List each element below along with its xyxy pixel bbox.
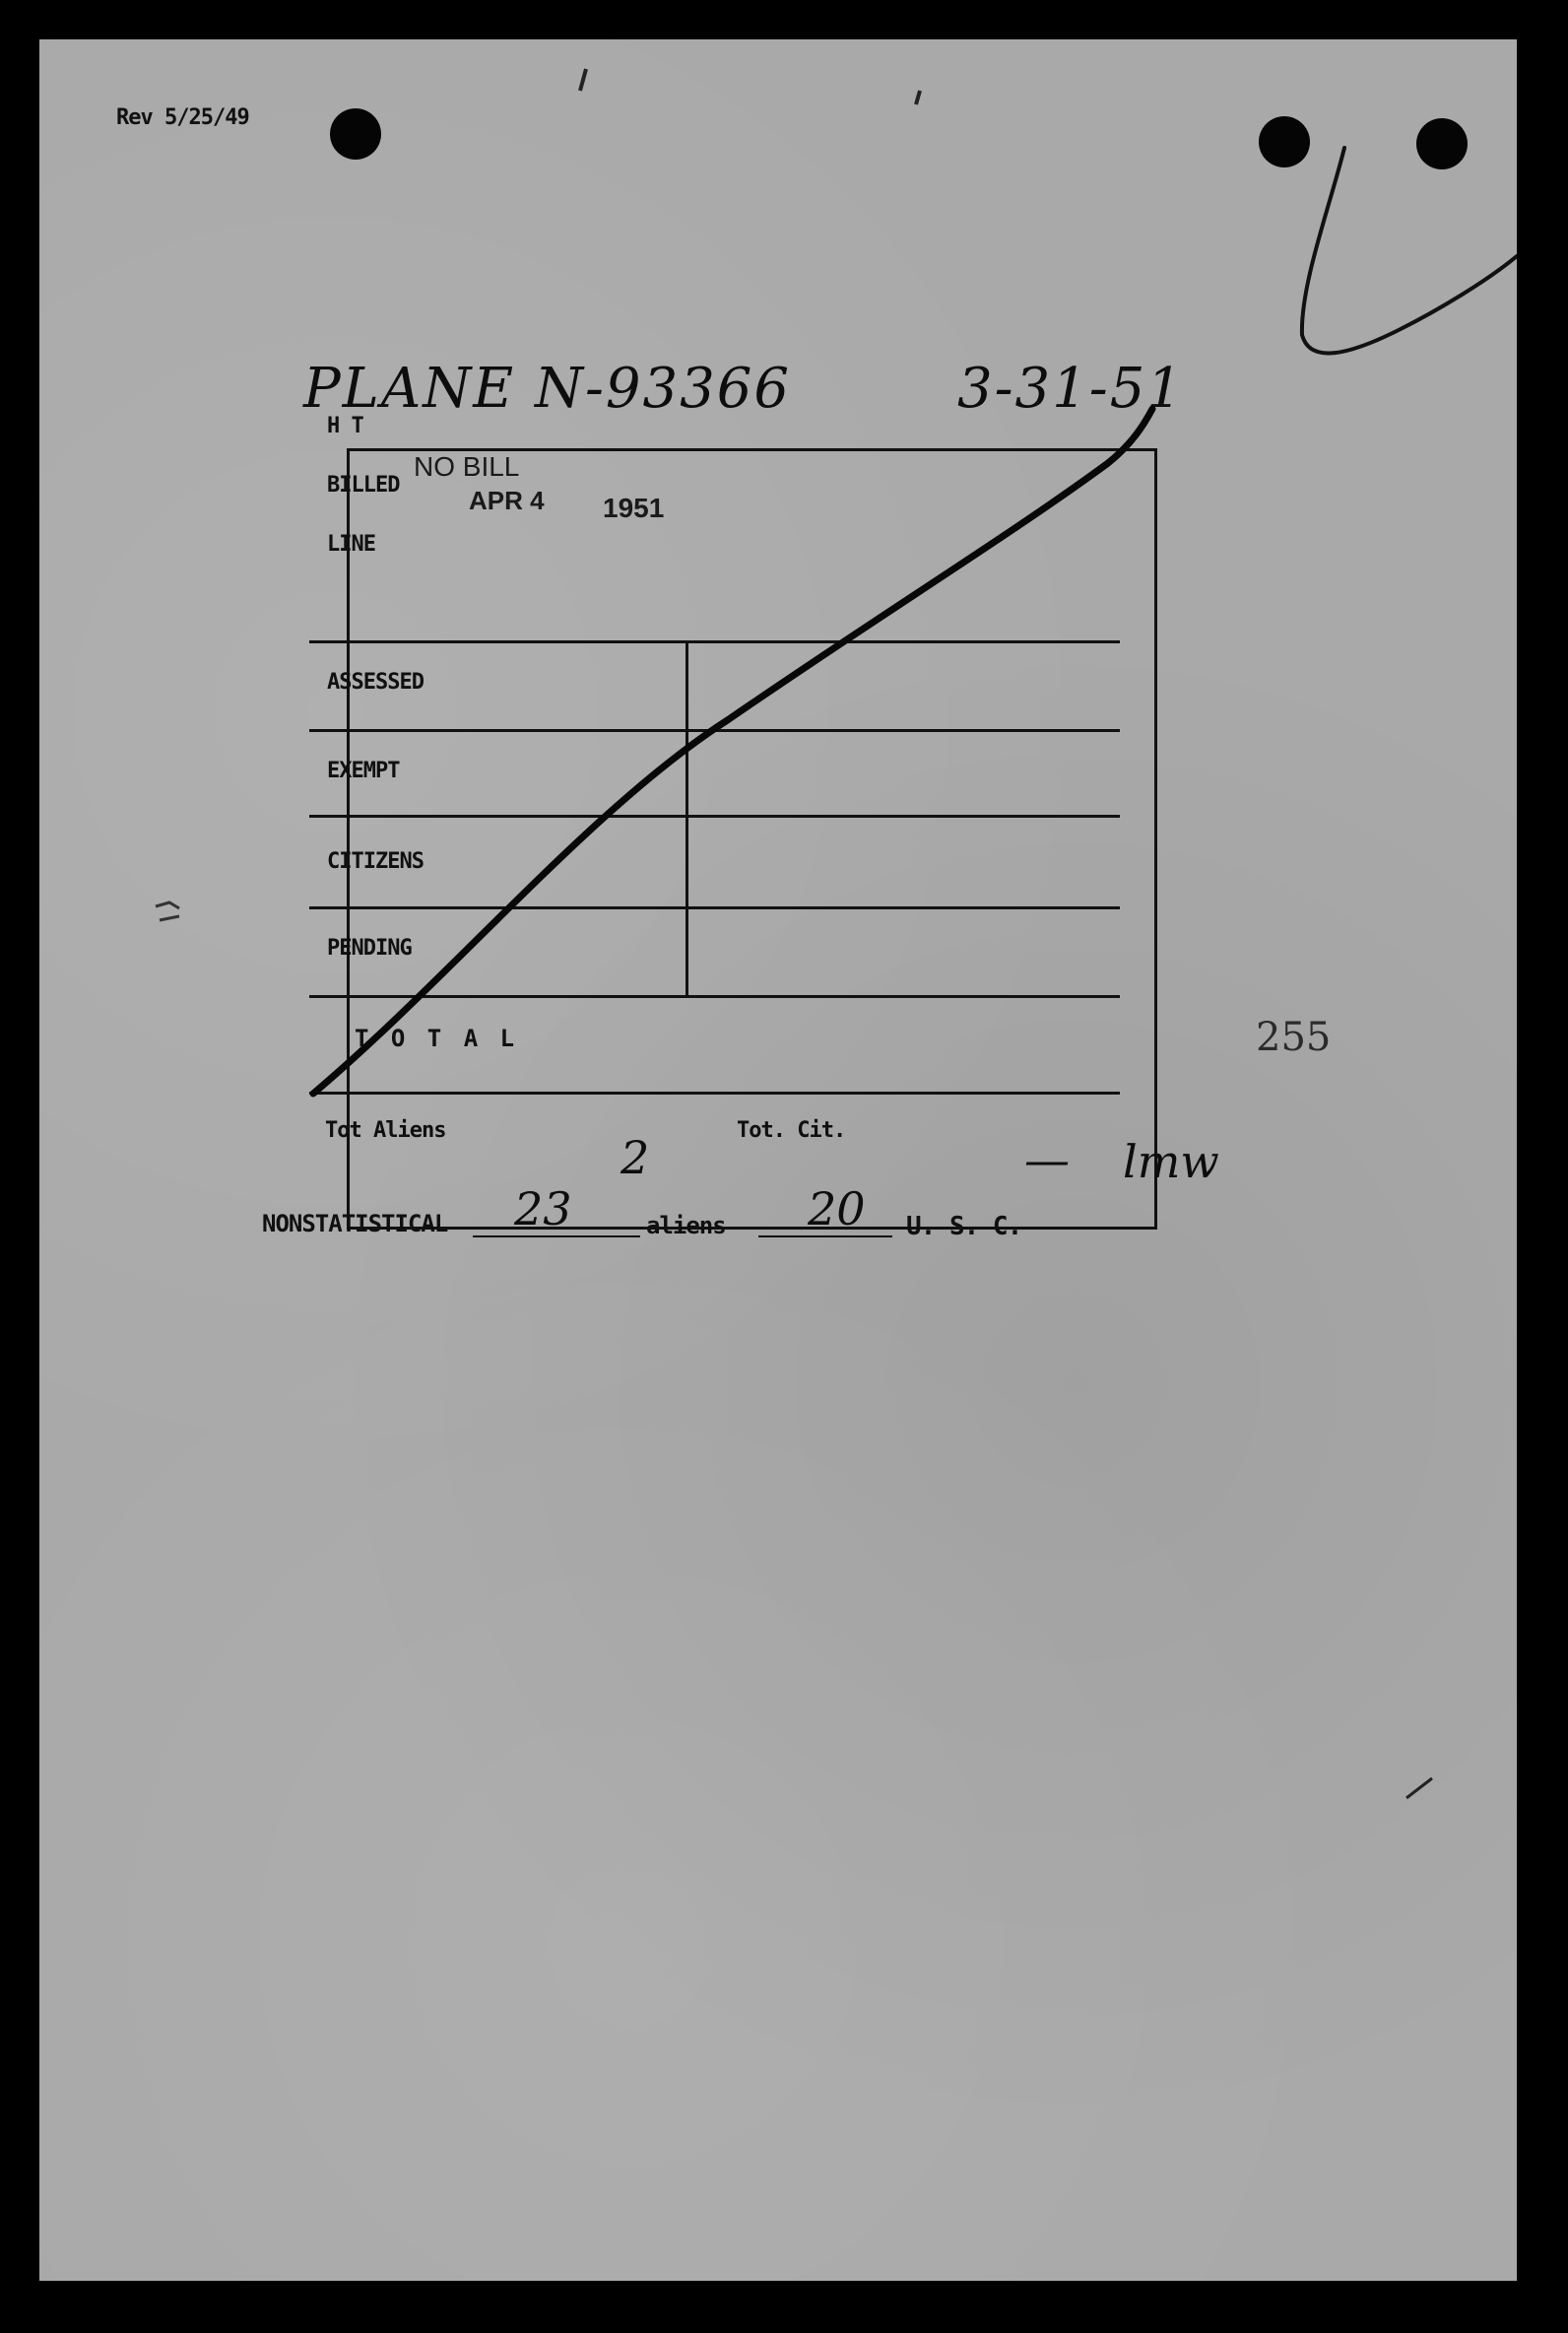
nonstatistical-aliens-value: 23 (514, 1182, 572, 1235)
line-label: LINE (327, 532, 375, 557)
pen-marks (39, 39, 1517, 2281)
tot-aliens-value: 2 (621, 1131, 650, 1184)
assessed-label: ASSESSED (327, 670, 424, 695)
faint-side-mark (156, 902, 179, 920)
aliens-label: aliens (646, 1212, 726, 1239)
billed-label: BILLED (327, 473, 400, 498)
total-label: T O T A L (355, 1025, 519, 1052)
side-number: 255 (1256, 1015, 1332, 1060)
tot-cit-value: — (1024, 1133, 1070, 1186)
exempt-label: EXEMPT (327, 759, 400, 783)
tot-aliens-label: Tot Aliens (325, 1118, 446, 1143)
document-sheet (39, 39, 1517, 2281)
tot-cit-label: Tot. Cit. (737, 1118, 846, 1143)
date-handwritten: 3-31-51 (957, 357, 1184, 421)
no-bill-stamp: NO BILL (414, 451, 520, 482)
void-diagonal-line (313, 409, 1152, 1094)
top-tick-2 (916, 91, 920, 104)
lower-tick (1406, 1778, 1432, 1798)
form-revision: Rev 5/25/49 (116, 105, 249, 130)
initials: lmw (1123, 1135, 1219, 1188)
pending-label: PENDING (327, 936, 412, 961)
corner-check-mark (1302, 148, 1517, 354)
ht-label: H T (327, 414, 363, 438)
top-tick-1 (580, 69, 586, 91)
nonstatistical-usc-value: 20 (808, 1182, 866, 1235)
usc-label: U. S. C. (906, 1212, 1022, 1241)
nonstatistical-label: NONSTATISTICAL (262, 1210, 448, 1237)
plane-number-handwritten: PLANE N-93366 (303, 357, 792, 421)
citizens-label: CITIZENS (327, 849, 424, 874)
stamp-year: 1951 (603, 493, 665, 523)
stamp-date: APR 4 (469, 486, 545, 515)
